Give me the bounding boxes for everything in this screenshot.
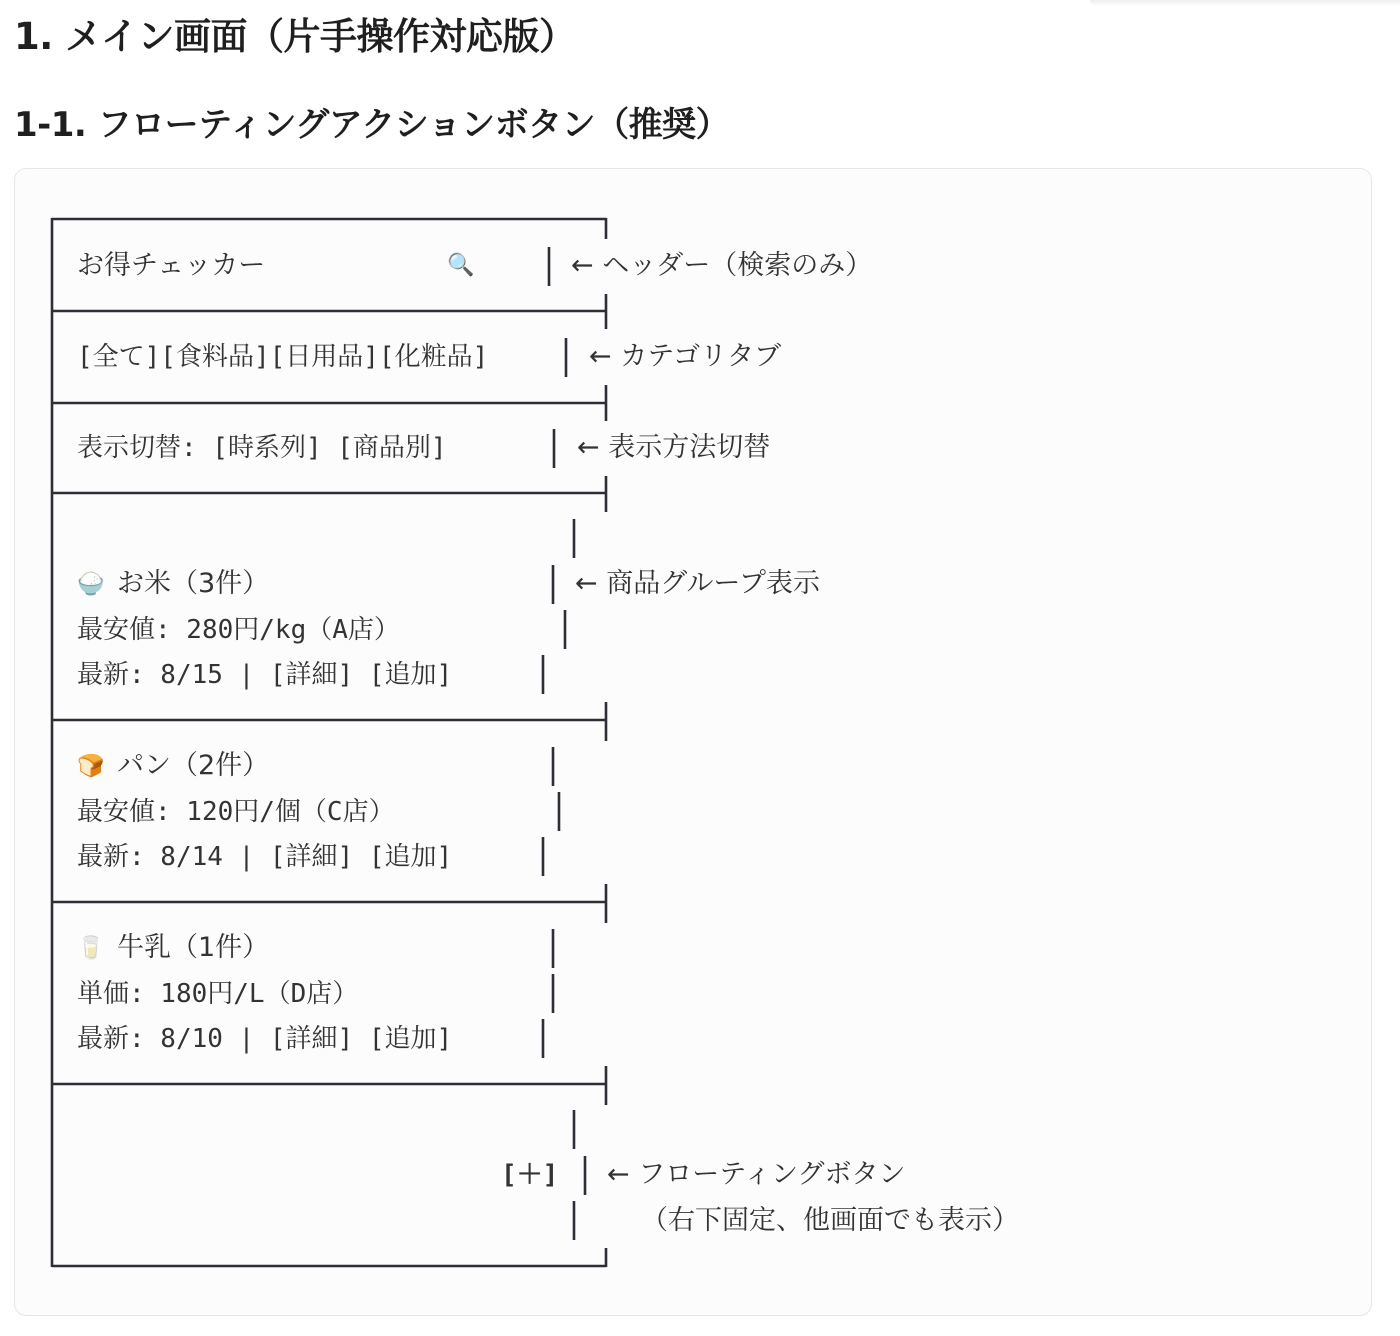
bread-icon: 🍞: [77, 754, 105, 779]
view-toggle-annotation: ← 表示方法切替: [577, 432, 771, 463]
group-annotation: ← 商品グループ表示: [575, 568, 821, 599]
product-price: 単価: 180円/L（D店）: [77, 979, 359, 1009]
top-shadow: [1090, 0, 1400, 6]
product-price: 最安値: 280円/kg（A店）: [77, 615, 400, 645]
milk-icon: 🥛: [77, 936, 105, 961]
tabs-annotation: ← カテゴリタブ: [589, 341, 782, 372]
fab-annotation: ← フローティングボタン: [607, 1159, 906, 1190]
product-latest[interactable]: 最新: 8/15 | [詳細] [追加]: [77, 660, 453, 690]
page-title: 1. メイン画面（片手操作対応版）: [14, 15, 576, 58]
product-latest[interactable]: 最新: 8/14 | [詳細] [追加]: [77, 842, 453, 872]
section-title: 1-1. フローティングアクションボタン（推奨）: [14, 105, 730, 145]
product-name: 🍞 パン（2件）: [77, 749, 269, 784]
code-block: [14, 168, 1372, 1316]
rice-icon: 🍚: [77, 572, 105, 597]
header-app-name: お得チェッカー: [77, 250, 266, 281]
fab-note: （右下固定、他画面でも表示）: [641, 1205, 1019, 1236]
product-price: 最安値: 120円/個（C店）: [77, 797, 395, 827]
product-name: 🍚 お米（3件）: [77, 567, 269, 602]
header-annotation: ← ヘッダー（検索のみ）: [571, 250, 873, 281]
product-latest[interactable]: 最新: 8/10 | [詳細] [追加]: [77, 1024, 453, 1054]
search-icon[interactable]: 🔍: [447, 253, 475, 278]
category-tabs[interactable]: [全て][食料品][日用品][化粧品]: [77, 342, 489, 372]
fab-button[interactable]: [＋]: [501, 1160, 559, 1190]
view-toggle[interactable]: 表示切替: [時系列] [商品別]: [77, 433, 447, 463]
product-name: 🥛 牛乳（1件）: [77, 931, 269, 966]
